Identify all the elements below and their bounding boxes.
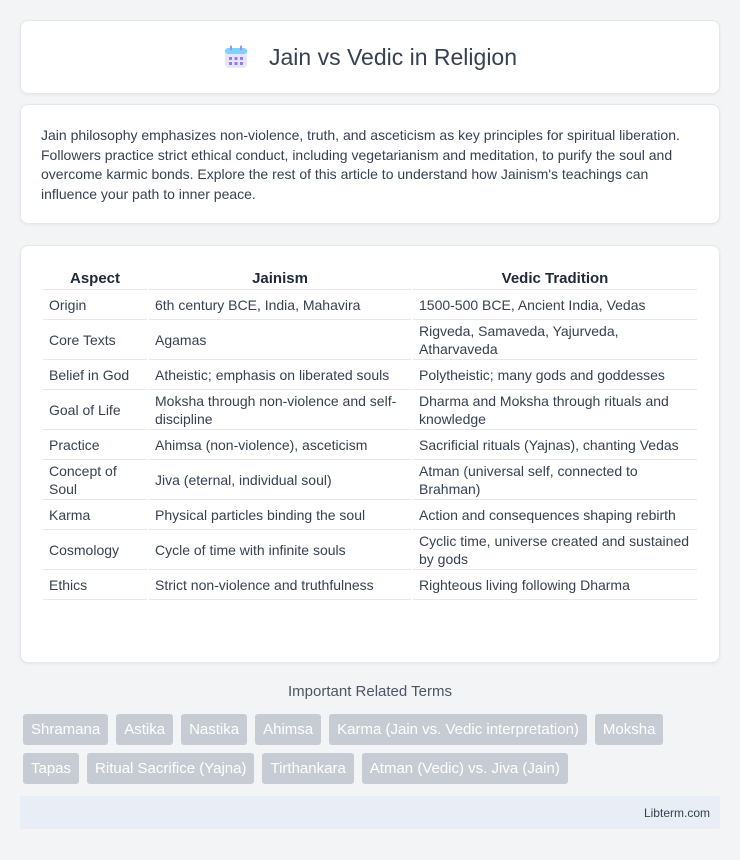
- table-cell: Action and consequences shaping rebirth: [413, 500, 697, 530]
- table-cell: Atheistic; emphasis on liberated souls: [149, 360, 411, 390]
- footer-brand-link[interactable]: Libterm.com: [643, 805, 710, 820]
- table-cell: 1500-500 BCE, Ancient India, Vedas: [413, 290, 697, 320]
- related-terms-list: [23, 714, 723, 784]
- table-row: [43, 290, 697, 320]
- table-cell: Jiva (eternal, individual soul): [149, 460, 411, 500]
- table-cell: Polytheistic; many gods and goddesses: [413, 360, 697, 390]
- table-row: [43, 500, 697, 530]
- table-cell: Belief in God: [43, 360, 147, 390]
- related-term-tag[interactable]: Ahimsa: [255, 714, 321, 745]
- related-term-tag[interactable]: Astika: [116, 714, 173, 745]
- table-cell: Origin: [43, 290, 147, 320]
- table-cell: Cyclic time, universe created and sustained by gods: [413, 530, 697, 570]
- related-term-tag[interactable]: Tirthankara: [262, 753, 353, 784]
- table-row: [43, 530, 697, 570]
- related-term-tag[interactable]: Tapas: [23, 753, 79, 784]
- table-cell: Rigveda, Samaveda, Yajurveda, Atharvaveda: [413, 320, 697, 360]
- table-cell: Moksha through non-violence and self-discipline: [149, 390, 411, 430]
- table-cell: Karma: [43, 500, 147, 530]
- comparison-table: [41, 266, 699, 600]
- table-cell: Cycle of time with infinite souls: [149, 530, 411, 570]
- header-card: [20, 20, 720, 94]
- table-cell: Concept of Soul: [43, 460, 147, 500]
- column-header-aspect: Aspect: [43, 266, 147, 290]
- column-header-jainism: Jainism: [149, 266, 411, 290]
- table-cell: Ahimsa (non-violence), asceticism: [149, 430, 411, 460]
- related-term-tag[interactable]: Moksha: [595, 714, 664, 745]
- intro-text: Jain philosophy emphasizes non-violence, truth, and asceticism as key principles for spiritual liberation. Followers practice strict ethical conduct, including vegetarianism and meditation, to purify the soul and overcome karmic bonds. Explore the rest of this article to understand how Jainism's teachings can influence your path to inner peace.: [41, 127, 680, 202]
- table-cell: Physical particles binding the soul: [149, 500, 411, 530]
- related-term-tag[interactable]: Nastika: [181, 714, 247, 745]
- page-title: Jain vs Vedic in Religion: [268, 43, 518, 70]
- table-row: [43, 430, 697, 460]
- comparison-table-card: [20, 245, 720, 663]
- table-row: [43, 360, 697, 390]
- table-cell: Strict non-violence and truthfulness: [149, 570, 411, 600]
- table-cell: Atman (universal self, connected to Brahman): [413, 460, 697, 500]
- footer-bar: [20, 796, 720, 829]
- table-cell: Ethics: [43, 570, 147, 600]
- table-cell: 6th century BCE, India, Mahavira: [149, 290, 411, 320]
- related-term-tag[interactable]: Atman (Vedic) vs. Jiva (Jain): [362, 753, 568, 784]
- related-term-tag[interactable]: Karma (Jain vs. Vedic interpretation): [329, 714, 587, 745]
- table-row: [43, 320, 697, 360]
- related-term-tag[interactable]: Shramana: [23, 714, 108, 745]
- table-cell: Sacrificial rituals (Yajnas), chanting Vedas: [413, 430, 697, 460]
- table-cell: Agamas: [149, 320, 411, 360]
- column-header-vedic: Vedic Tradition: [413, 266, 697, 290]
- intro-card: [20, 104, 720, 224]
- table-cell: Core Texts: [43, 320, 147, 360]
- table-cell: Cosmology: [43, 530, 147, 570]
- table-row: [43, 390, 697, 430]
- table-cell: Practice: [43, 430, 147, 460]
- table-row: [43, 460, 697, 500]
- related-term-tag[interactable]: Ritual Sacrifice (Yajna): [87, 753, 254, 784]
- calendar-icon: [223, 44, 249, 70]
- table-cell: Goal of Life: [43, 390, 147, 430]
- table-row: [43, 570, 697, 600]
- table-cell: Dharma and Moksha through rituals and knowledge: [413, 390, 697, 430]
- table-cell: Righteous living following Dharma: [413, 570, 697, 600]
- related-terms-heading: Important Related Terms: [288, 683, 452, 700]
